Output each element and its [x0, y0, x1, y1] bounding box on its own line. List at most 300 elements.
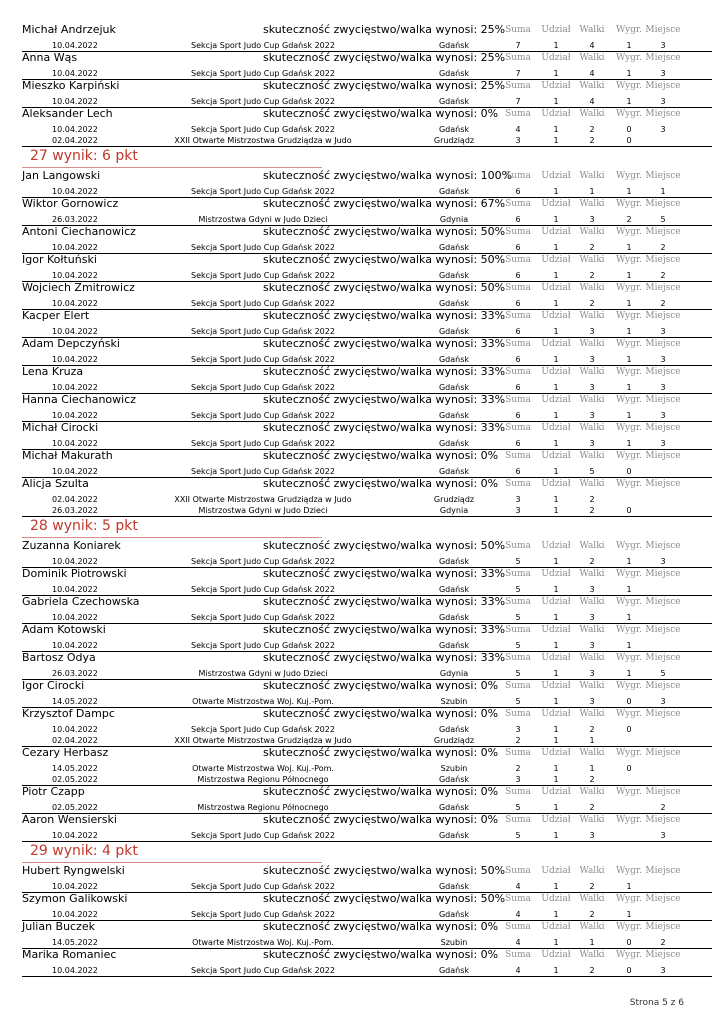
entry-value: 5 [515, 641, 521, 650]
entry-city: Gdynia [439, 669, 469, 678]
column-header: Wygr. [615, 283, 643, 293]
entry-date: 10.04.2022 [52, 69, 98, 78]
entry-value: 1 [553, 725, 559, 734]
result-entry [22, 669, 712, 679]
entry-value: 1 [589, 764, 595, 773]
column-header: Miejsce [645, 25, 681, 35]
entry-date: 10.04.2022 [52, 411, 98, 420]
entry-event: Mistrzostwa Gdyni w Judo Dzieci [198, 506, 328, 515]
entry-value: 1 [626, 69, 632, 78]
entry-value: 6 [515, 243, 521, 252]
effectiveness-value: 0% [480, 477, 499, 490]
column-header: Miejsce [645, 199, 681, 209]
effectiveness-value: 33% [480, 595, 506, 608]
column-header: Suma [505, 339, 531, 349]
entry-date: 10.04.2022 [52, 585, 98, 594]
effectiveness-text [263, 198, 505, 210]
entry-value: 1 [553, 495, 559, 504]
entry-event: Sekcja Sport Judo Cup Gdańsk 2022 [191, 187, 335, 196]
entry-value: 1 [553, 736, 559, 745]
entry-value: 7 [515, 97, 521, 106]
entry-value: 2 [660, 938, 666, 947]
effectiveness-text [263, 708, 498, 720]
athlete-row [22, 226, 712, 238]
entry-value: 1 [553, 557, 559, 566]
effectiveness-label: skuteczność zwycięstwo/walka wynosi: [263, 309, 481, 322]
column-header: Wygr. [615, 748, 643, 758]
entry-value: 5 [515, 697, 521, 706]
entry-value: 3 [660, 697, 666, 706]
column-header: Suma [505, 787, 531, 797]
effectiveness-text [263, 394, 505, 406]
column-header: Wygr. [615, 681, 643, 691]
column-header: Suma [505, 53, 531, 63]
entry-date: 02.04.2022 [52, 736, 98, 745]
entry-value: 2 [660, 243, 666, 252]
column-header: Walki [579, 367, 605, 377]
entry-city: Grudziądz [433, 495, 475, 504]
result-entry [22, 69, 712, 79]
score-group-label: 29 wynik: 4 pkt [30, 843, 138, 859]
entry-date: 02.04.2022 [52, 495, 98, 504]
column-header: Wygr. [615, 339, 643, 349]
column-header: Miejsce [645, 451, 681, 461]
effectiveness-value: 0% [480, 948, 499, 961]
entry-date: 10.04.2022 [52, 439, 98, 448]
entry-value: 3 [515, 725, 521, 734]
effectiveness-label: skuteczność zwycięstwo/walka wynosi: [263, 365, 481, 378]
entry-value: 3 [589, 411, 595, 420]
entry-event: Otwarte Mistrzostwa Woj. Kuj.-Pom. [192, 938, 334, 947]
effectiveness-value: 0% [480, 107, 499, 120]
column-header: Miejsce [645, 866, 681, 876]
entry-value: 2 [515, 764, 521, 773]
entry-city: Gdańsk [438, 243, 470, 252]
entry-value: 1 [626, 882, 632, 891]
result-entry [22, 271, 712, 281]
athlete-row [22, 366, 712, 378]
athlete-name: Marika Romaniec [22, 948, 117, 961]
entry-value: 1 [626, 271, 632, 280]
entry-event: Otwarte Mistrzostwa Woj. Kuj.-Pom. [192, 764, 334, 773]
entry-city: Gdańsk [438, 97, 470, 106]
effectiveness-value: 33% [480, 393, 506, 406]
athlete-name: Igor Kołtuński [22, 253, 97, 266]
entry-city: Gdańsk [438, 803, 470, 812]
entry-date: 10.04.2022 [52, 327, 98, 336]
column-header: Miejsce [645, 479, 681, 489]
column-header: Wygr. [615, 815, 643, 825]
entry-value: 0 [626, 136, 632, 145]
column-header: Wygr. [615, 894, 643, 904]
entry-date: 10.04.2022 [52, 910, 98, 919]
entry-value: 2 [626, 215, 632, 224]
column-header: Walki [579, 748, 605, 758]
entry-value: 1 [553, 299, 559, 308]
column-header: Walki [579, 709, 605, 719]
column-header: Suma [505, 395, 531, 405]
entry-date: 10.04.2022 [52, 187, 98, 196]
score-group-underline [22, 167, 322, 168]
entry-value: 2 [660, 299, 666, 308]
athlete-name: Adam Depczyński [22, 337, 120, 350]
entry-date: 10.04.2022 [52, 613, 98, 622]
entry-value: 4 [589, 41, 595, 50]
effectiveness-value: 33% [480, 567, 506, 580]
column-header: Suma [505, 541, 531, 551]
column-header: Suma [505, 171, 531, 181]
effectiveness-label: skuteczność zwycięstwo/walka wynosi: [263, 51, 481, 64]
column-header: Suma [505, 227, 531, 237]
entry-value: 1 [589, 736, 595, 745]
entry-date: 26.03.2022 [52, 506, 98, 515]
entry-value: 4 [515, 966, 521, 975]
effectiveness-text [263, 226, 505, 238]
athlete-row [22, 24, 712, 36]
entry-date: 10.04.2022 [52, 831, 98, 840]
column-header: Suma [505, 894, 531, 904]
athlete-row [22, 198, 712, 210]
column-header: Suma [505, 367, 531, 377]
entry-value: 3 [515, 495, 521, 504]
entry-value: 1 [553, 669, 559, 678]
column-header: Miejsce [645, 367, 681, 377]
athlete-name: Michał Makurath [22, 449, 113, 462]
effectiveness-label: skuteczność zwycięstwo/walka wynosi: [263, 197, 481, 210]
result-entry [22, 299, 712, 309]
entry-event: Sekcja Sport Judo Cup Gdańsk 2022 [191, 97, 335, 106]
column-header: Suma [505, 199, 531, 209]
entry-city: Gdańsk [438, 467, 470, 476]
entry-city: Gdańsk [438, 641, 470, 650]
column-header: Miejsce [645, 709, 681, 719]
athlete-name: Dominik Piotrowski [22, 567, 127, 580]
entry-event: Sekcja Sport Judo Cup Gdańsk 2022 [191, 439, 335, 448]
column-header: Wygr. [615, 81, 643, 91]
entry-value: 2 [589, 299, 595, 308]
athlete-name: Aaron Wensierski [22, 813, 117, 826]
column-header: Wygr. [615, 922, 643, 932]
entry-value: 1 [626, 439, 632, 448]
score-group-label: 27 wynik: 6 pkt [30, 148, 138, 164]
effectiveness-text [263, 338, 505, 350]
column-header: Udział [541, 541, 571, 551]
column-header: Udział [541, 569, 571, 579]
athlete-name: Mieszko Karpiński [22, 79, 120, 92]
column-header: Miejsce [645, 597, 681, 607]
entry-value: 4 [515, 938, 521, 947]
result-entry [22, 495, 712, 505]
effectiveness-value: 25% [480, 23, 506, 36]
effectiveness-label: skuteczność zwycięstwo/walka wynosi: [263, 225, 481, 238]
result-entry [22, 882, 712, 892]
effectiveness-label: skuteczność zwycięstwo/walka wynosi: [263, 920, 481, 933]
effectiveness-value: 50% [480, 253, 506, 266]
entry-date: 02.05.2022 [52, 775, 98, 784]
entry-event: Sekcja Sport Judo Cup Gdańsk 2022 [191, 41, 335, 50]
column-header: Wygr. [615, 25, 643, 35]
entry-city: Gdańsk [438, 125, 470, 134]
column-header: Udział [541, 894, 571, 904]
result-entry [22, 764, 712, 774]
effectiveness-value: 50% [480, 892, 506, 905]
entry-date: 10.04.2022 [52, 882, 98, 891]
effectiveness-label: skuteczność zwycięstwo/walka wynosi: [263, 651, 481, 664]
column-header: Wygr. [615, 787, 643, 797]
column-header: Wygr. [615, 395, 643, 405]
effectiveness-text [263, 949, 498, 961]
entry-value: 2 [589, 495, 595, 504]
entry-value: 7 [515, 69, 521, 78]
column-header: Wygr. [615, 171, 643, 181]
effectiveness-text [263, 568, 505, 580]
entry-event: Sekcja Sport Judo Cup Gdańsk 2022 [191, 327, 335, 336]
effectiveness-value: 0% [480, 785, 499, 798]
athlete-row [22, 254, 712, 266]
entry-event: Sekcja Sport Judo Cup Gdańsk 2022 [191, 383, 335, 392]
entry-value: 6 [515, 299, 521, 308]
entry-date: 10.04.2022 [52, 243, 98, 252]
column-header: Udział [541, 255, 571, 265]
athlete-name: Michał Andrzejuk [22, 23, 116, 36]
entry-value: 1 [553, 938, 559, 947]
entry-value: 3 [589, 215, 595, 224]
entry-event: Otwarte Mistrzostwa Woj. Kuj.-Pom. [192, 697, 334, 706]
entry-value: 2 [589, 557, 595, 566]
column-header: Miejsce [645, 748, 681, 758]
effectiveness-text [263, 282, 505, 294]
entry-value: 5 [515, 669, 521, 678]
column-header: Udział [541, 311, 571, 321]
entry-date: 10.04.2022 [52, 125, 98, 134]
entry-event: Mistrzostwa Gdyni w Judo Dzieci [198, 215, 328, 224]
effectiveness-text [263, 310, 505, 322]
column-header: Walki [579, 922, 605, 932]
entry-value: 6 [515, 271, 521, 280]
entry-value: 1 [626, 613, 632, 622]
result-entry [22, 803, 712, 813]
athlete-row [22, 624, 712, 636]
athlete-row [22, 310, 712, 322]
column-header: Miejsce [645, 311, 681, 321]
effectiveness-label: skuteczność zwycięstwo/walka wynosi: [263, 281, 481, 294]
entry-value: 0 [626, 467, 632, 476]
entry-value: 1 [553, 136, 559, 145]
column-header: Wygr. [615, 597, 643, 607]
athlete-row [22, 921, 712, 933]
entry-date: 26.03.2022 [52, 669, 98, 678]
column-header: Walki [579, 569, 605, 579]
column-header: Suma [505, 922, 531, 932]
entry-city: Szubin [440, 938, 468, 947]
entry-date: 10.04.2022 [52, 725, 98, 734]
effectiveness-text [263, 52, 505, 64]
column-header: Suma [505, 81, 531, 91]
entry-value: 6 [515, 215, 521, 224]
athlete-name: Piotr Czapp [22, 785, 85, 798]
entry-separator [22, 146, 712, 147]
column-header: Miejsce [645, 339, 681, 349]
entry-value: 0 [626, 966, 632, 975]
column-header: Walki [579, 451, 605, 461]
entry-event: Sekcja Sport Judo Cup Gdańsk 2022 [191, 966, 335, 975]
result-entry [22, 411, 712, 421]
entry-city: Gdynia [439, 506, 469, 515]
entry-value: 3 [515, 775, 521, 784]
column-header: Walki [579, 787, 605, 797]
entry-city: Gdańsk [438, 882, 470, 891]
entry-value: 1 [553, 613, 559, 622]
effectiveness-label: skuteczność zwycięstwo/walka wynosi: [263, 707, 481, 720]
column-header: Miejsce [645, 423, 681, 433]
column-header: Walki [579, 479, 605, 489]
entry-city: Gdańsk [438, 613, 470, 622]
athlete-row [22, 394, 712, 406]
column-header: Walki [579, 681, 605, 691]
entry-city: Gdańsk [438, 966, 470, 975]
entry-value: 2 [589, 803, 595, 812]
column-header: Suma [505, 709, 531, 719]
column-header: Wygr. [615, 451, 643, 461]
column-header: Suma [505, 950, 531, 960]
entry-value: 1 [626, 355, 632, 364]
entry-city: Szubin [440, 764, 468, 773]
entry-date: 02.05.2022 [52, 803, 98, 812]
entry-value: 1 [553, 966, 559, 975]
column-header: Udział [541, 81, 571, 91]
column-header: Miejsce [645, 109, 681, 119]
entry-value: 1 [589, 938, 595, 947]
entry-value: 0 [626, 506, 632, 515]
entry-date: 10.04.2022 [52, 467, 98, 476]
result-entry [22, 41, 712, 51]
effectiveness-text [263, 24, 505, 36]
effectiveness-label: skuteczność zwycięstwo/walka wynosi: [263, 337, 481, 350]
entry-event: Sekcja Sport Judo Cup Gdańsk 2022 [191, 831, 335, 840]
entry-value: 5 [515, 831, 521, 840]
column-header: Udział [541, 25, 571, 35]
entry-value: 1 [626, 641, 632, 650]
athlete-row [22, 596, 712, 608]
effectiveness-value: 0% [480, 707, 499, 720]
effectiveness-text [263, 786, 498, 798]
entry-value: 1 [553, 439, 559, 448]
entry-value: 0 [626, 725, 632, 734]
entry-value: 6 [515, 411, 521, 420]
athlete-row [22, 338, 712, 350]
effectiveness-label: skuteczność zwycięstwo/walka wynosi: [263, 746, 481, 759]
athlete-row [22, 108, 712, 120]
athlete-name: Gabriela Czechowska [22, 595, 140, 608]
entry-event: XXII Otwarte Mistrzostwa Grudziądza w Judo [174, 136, 352, 145]
athlete-row [22, 568, 712, 580]
entry-date: 10.04.2022 [52, 299, 98, 308]
effectiveness-label: skuteczność zwycięstwo/walka wynosi: [263, 253, 481, 266]
entry-value: 2 [660, 803, 666, 812]
result-entry [22, 775, 712, 785]
column-header: Miejsce [645, 894, 681, 904]
column-header: Udział [541, 709, 571, 719]
result-entry [22, 383, 712, 393]
effectiveness-value: 0% [480, 920, 499, 933]
result-entry [22, 243, 712, 253]
entry-date: 14.05.2022 [52, 938, 98, 947]
entry-value: 1 [553, 585, 559, 594]
entry-value: 3 [660, 439, 666, 448]
effectiveness-label: skuteczność zwycięstwo/walka wynosi: [263, 785, 481, 798]
column-header: Wygr. [615, 653, 643, 663]
column-header: Wygr. [615, 709, 643, 719]
column-header: Miejsce [645, 395, 681, 405]
column-header: Suma [505, 255, 531, 265]
entry-value: 6 [515, 327, 521, 336]
effectiveness-label: skuteczność zwycięstwo/walka wynosi: [263, 864, 481, 877]
entry-value: 3 [589, 613, 595, 622]
column-header: Miejsce [645, 53, 681, 63]
entry-date: 10.04.2022 [52, 966, 98, 975]
column-header: Suma [505, 311, 531, 321]
athlete-row [22, 814, 712, 826]
effectiveness-label: skuteczność zwycięstwo/walka wynosi: [263, 892, 481, 905]
entry-date: 10.04.2022 [52, 557, 98, 566]
effectiveness-value: 50% [480, 864, 506, 877]
athlete-name: Michał Cirocki [22, 421, 99, 434]
result-entry [22, 439, 712, 449]
column-header: Walki [579, 199, 605, 209]
entry-value: 1 [553, 41, 559, 50]
column-header: Walki [579, 625, 605, 635]
entry-value: 4 [589, 69, 595, 78]
entry-value: 6 [515, 439, 521, 448]
column-header: Walki [579, 255, 605, 265]
entry-value: 3 [660, 383, 666, 392]
column-header: Wygr. [615, 199, 643, 209]
entry-date: 02.04.2022 [52, 136, 98, 145]
column-header: Miejsce [645, 255, 681, 265]
entry-event: Sekcja Sport Judo Cup Gdańsk 2022 [191, 641, 335, 650]
result-entry [22, 697, 712, 707]
entry-event: Sekcja Sport Judo Cup Gdańsk 2022 [191, 467, 335, 476]
effectiveness-label: skuteczność zwycięstwo/walka wynosi: [263, 169, 481, 182]
entry-event: Sekcja Sport Judo Cup Gdańsk 2022 [191, 271, 335, 280]
entry-city: Szubin [440, 697, 468, 706]
entry-city: Gdynia [439, 215, 469, 224]
effectiveness-value: 50% [480, 225, 506, 238]
athlete-row [22, 540, 712, 552]
entry-city: Grudziądz [433, 736, 475, 745]
entry-value: 3 [660, 557, 666, 566]
entry-event: Sekcja Sport Judo Cup Gdańsk 2022 [191, 411, 335, 420]
entry-city: Gdańsk [438, 411, 470, 420]
entry-city: Gdańsk [438, 557, 470, 566]
entry-value: 2 [660, 271, 666, 280]
score-group-label: 28 wynik: 5 pkt [30, 518, 138, 534]
effectiveness-text [263, 814, 498, 826]
result-entry [22, 97, 712, 107]
entry-event: Sekcja Sport Judo Cup Gdańsk 2022 [191, 613, 335, 622]
entry-value: 5 [515, 613, 521, 622]
athlete-name: Julian Buczek [22, 920, 96, 933]
effectiveness-label: skuteczność zwycięstwo/walka wynosi: [263, 79, 481, 92]
column-header: Suma [505, 451, 531, 461]
athlete-name: Lena Kruza [22, 365, 84, 378]
effectiveness-value: 33% [480, 365, 506, 378]
entry-value: 4 [515, 125, 521, 134]
entry-event: Sekcja Sport Judo Cup Gdańsk 2022 [191, 557, 335, 566]
column-header: Walki [579, 395, 605, 405]
effectiveness-label: skuteczność zwycięstwo/walka wynosi: [263, 567, 481, 580]
entry-city: Gdańsk [438, 271, 470, 280]
